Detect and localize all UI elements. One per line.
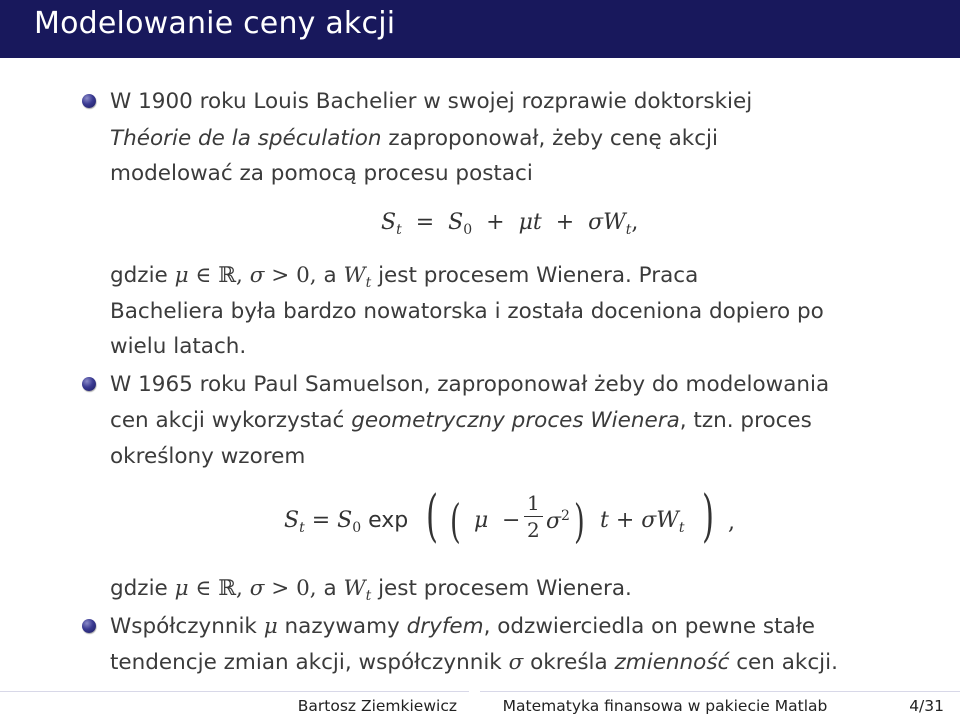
bullet1-line1: W 1900 roku Louis Bachelier w swojej rozprawie doktorskiej [110,89,753,114]
slide-title: Modelowanie ceny akcji [34,6,396,41]
bullet1-line3: modelować za pomocą procesu postaci [110,161,533,186]
bullet3-line1-a: Współczynnik [110,614,264,639]
bullet1-after-eq-line1: gdzie μ ∈ ℝ, σ > 0, a $W_t$ jest procesem Wienera. Praca [110,263,699,291]
bullet3-line2-a: tendencje zmian akcji, współczynnik [110,650,509,675]
bullet-icon [82,94,96,108]
bullet-icon [82,377,96,391]
bullet2-after-eq: gdzie μ ∈ ℝ, σ > 0, a $W_t$ jest procesem Wienera. [110,576,632,604]
bullet3-line1-b: nazywamy [277,614,407,639]
bullet3-line1: Współczynnik μ nazywamy dryfem, odzwierciedla on pewne stałe [110,614,816,639]
bullet3-line2-c: cen akcji. [729,650,838,675]
footer-course-title: Matematyka finansowa w pakiecie Matlab [480,691,850,720]
bullet1-line2 [110,126,718,152]
bullet2-line2-b: , tzn. proces [679,408,812,433]
bullet2-line3: określony wzorem [110,444,306,469]
bullet3-line2: tendencje zmian akcji, współczynnik σ określa zmienność cen akcji. [110,650,838,675]
thesis-title: Théorie de la spéculation [110,126,382,151]
footer-separator [469,691,480,720]
bullet2-line2 [110,408,812,434]
bullet1-after-eq-line2: Bacheliera była bardzo nowatorska i została doceniona dopiero po [110,299,824,324]
bullet2-line2-a: cen akcji wykorzystać [110,408,352,433]
footer-page-number: 4/31 [850,691,960,720]
bullet2-line1: W 1965 roku Paul Samuelson, zaproponował żeby do modelowania [110,372,830,397]
footer-author: Bartosz Ziemkiewicz [0,691,469,720]
text-gdzie-2: gdzie [110,576,175,601]
bullet1-line2-rest: zaproponował, żeby cenę akcji [381,126,719,151]
equation-arithmetic-brownian: $S_t = S_0 + \mu t + \sigma W_t$, [381,210,639,238]
text-wiener-2: jest procesem Wienera. [378,576,632,601]
slide-footer [0,691,960,720]
geometric-wiener-process: geometryczny proces Wienera [351,408,680,433]
volatility-term: zmienność [614,650,730,675]
text-gdzie: gdzie [110,263,175,288]
bullet-icon [82,619,96,633]
text-wiener-praca: jest procesem Wienera. Praca [378,263,699,288]
drift-term: dryfem [406,614,484,639]
bullet1-after-eq-line3: wielu latach. [110,334,247,359]
bullet3-line1-c: , odzwierciedla on pewne stałe [483,614,816,639]
slide-content: W 1900 roku Louis Bachelier w swojej rozprawie doktorskiej Théorie de la spéculation zaproponował, żeby cenę akcji modelować za pomocą procesu postaci $S_t = S_0 + \mu t + \sigma W_t$, gdzie μ ∈ ℝ, σ > 0, a $W_t$ jest procesem Wienera. Praca Bacheliera była bardzo nowatorska i została doceniona dopiero po wielu latach. W 1965 roku Paul Samuelson, zaproponował żeby do modelowania cen akcji wykorzystać geometryczny proces Wienera, tzn. proces określony wzorem $S_t = S_0$ exp ( ( μ − $\frac{1}{2}$ $\sigma^2$ ) $t + \sigma W_t$ ) , gdzie μ ∈ ℝ, σ > 0, a $W_t$ jest procesem Wienera. Współczynnik μ nazywamy dryfem, odzwierciedla on pewne stałe tendencje zmian akcji, współczynnik σ określa zmienność cen akcji. [0,0,960,690]
bullet3-line2-b: określa [523,650,615,675]
